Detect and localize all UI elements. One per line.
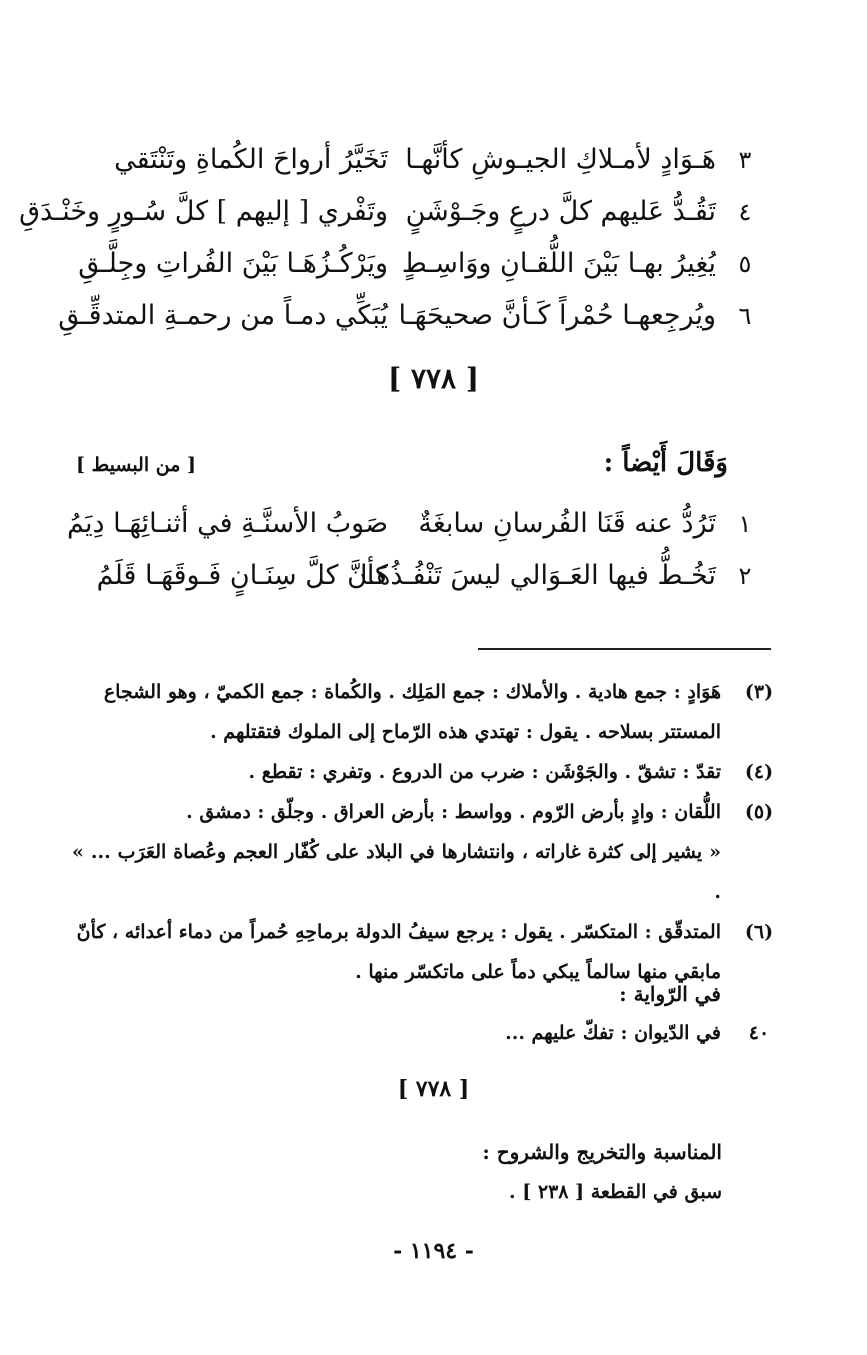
verse-number: ٣ — [738, 146, 752, 174]
footnote-number: (٥) — [744, 801, 774, 823]
footnote-line: هَوَادٍ : جمع هادية . والأملاك : جمع المَلِك . والكُماة : جمع الكميّ ، وهو الشجاع — [103, 681, 721, 703]
verse-row — [67, 498, 760, 550]
footnote-text — [72, 672, 721, 752]
variant-reading-text: في الدّيوان : تفكّ عليهم ... — [505, 1022, 721, 1044]
verse-row — [58, 290, 760, 342]
verse-number: ٥ — [738, 250, 752, 278]
footnote-divider — [478, 648, 771, 650]
footnote-line: مابقي منها سالماً يبكي دماً على ماتكسّر منها . — [355, 961, 721, 983]
verse-first-hemistich: تَخُـطُّ فيها العَـوَالي ليسَ تَنْفُـذُهَـا — [360, 560, 716, 591]
footnote-text — [72, 792, 721, 912]
footnote-number: (٤) — [744, 761, 774, 783]
variant-reading-number: ٤٠ — [748, 1022, 770, 1044]
verse-number: ٦ — [738, 302, 752, 330]
poem-meter: [ من البسيط ] — [76, 454, 196, 476]
verse-number: ٤ — [738, 198, 752, 226]
poem-intro-row — [76, 448, 728, 488]
footnote-text — [72, 912, 721, 992]
verse-second-hemistich: صَوبُ الأسنَّـةِ في أثنـائِهَـا دِيَمُ — [67, 508, 388, 539]
verse-first-hemistich: ويُرجِعهـا حُمْراً كَـأنَّ صحيحَهَـا — [398, 300, 716, 331]
footnote — [72, 752, 777, 792]
verse-number: ٢ — [738, 562, 752, 590]
verses-bottom — [67, 498, 760, 602]
occasion-heading: المناسبة والتخريج والشروح : — [482, 1140, 722, 1164]
poem-intro: وَقَالَ أَيْضاً : — [603, 448, 728, 478]
footnote-line: المستتر بسلاحه . يقول : تهتدي هذه الرّماح إلى الملوك فتقتلهم . — [210, 721, 721, 743]
footnote-number: (٦) — [744, 921, 774, 943]
verse-second-hemistich: ويَرْكُـزُهَـا بَيْنَ الفُراتِ وجِلَّـقِ — [78, 248, 388, 279]
footnotes — [72, 672, 777, 992]
variant-readings-heading — [72, 982, 777, 1006]
verse-second-hemistich: تَخَيَّرُ أرواحَ الكُماةِ وتَنْتَقي — [114, 144, 388, 175]
verse-number: ١ — [738, 510, 752, 538]
verse-row — [70, 550, 760, 602]
footnote — [72, 912, 777, 992]
section-number-heading: [ ٧٧٨ ] — [397, 1076, 470, 1102]
footnote-line: « يشير إلى كثرة غاراته ، وانتشارها في البلاد على كُفّار العجم وعُصاة العَرَب ... » . — [72, 841, 721, 903]
verse-row — [70, 134, 760, 186]
footnote-line: المتدقّق : المتكسّر . يقول : يرجع سيفُ الدولة برماحِهِ حُمراً من دماء أعدائه ، كأنّ — [76, 921, 721, 943]
footnote — [72, 672, 777, 752]
verses-top — [19, 134, 760, 342]
footnote-line: اللُّقان : وادٍ بأرض الرّوم . وواسط : بأرض العراق . وجلّق : دمشق . — [186, 801, 721, 823]
verse-row — [70, 238, 760, 290]
verse-first-hemistich: تَقُـدُّ عَليهم كلَّ درعٍ وجَـوْشَنٍ — [405, 196, 716, 227]
verse-first-hemistich: هَـوَادٍ لأمـلاكِ الجيـوشِ كأنَّهـا — [405, 144, 716, 175]
footnote-number: (٣) — [744, 681, 774, 703]
footnote-text — [72, 752, 721, 792]
verse-first-hemistich: يُغِيرُ بهـا بَيْنَ اللُّقـانِ ووَاسِـطٍ — [401, 248, 716, 279]
footnote — [72, 792, 777, 912]
page-number: - ١١٩٤ - — [393, 1238, 474, 1264]
variant-reading — [72, 1022, 777, 1044]
verse-second-hemistich: كأنَّ كلَّ سِنَـانٍ فَـوقَهَـا قَلَمُ — [96, 560, 388, 591]
verse-first-hemistich: تَرُدُّ عنه قَنَا الفُرسانِ سابغَةٌ — [418, 508, 716, 539]
verse-second-hemistich: وتَفْري [ إليهم ] كلَّ سُـورٍ وخَنْـدَقِ — [19, 196, 388, 227]
poem-number-heading: [ ٧٧٨ ] — [387, 362, 480, 395]
verse-row — [19, 186, 760, 238]
verse-second-hemistich: يُبَكِّي دمـاً من رحمـةِ المتدقِّـقِ — [58, 300, 388, 331]
occasion-text: سبق في القطعة [ ٢٣٨ ] . — [509, 1181, 722, 1203]
footnote-line: تقدّ : تشقّ . والجَوْشَن : ضرب من الدروع . وتفري : تقطع . — [248, 761, 721, 783]
variant-readings-heading-text: في الرّواية : — [619, 982, 721, 1006]
